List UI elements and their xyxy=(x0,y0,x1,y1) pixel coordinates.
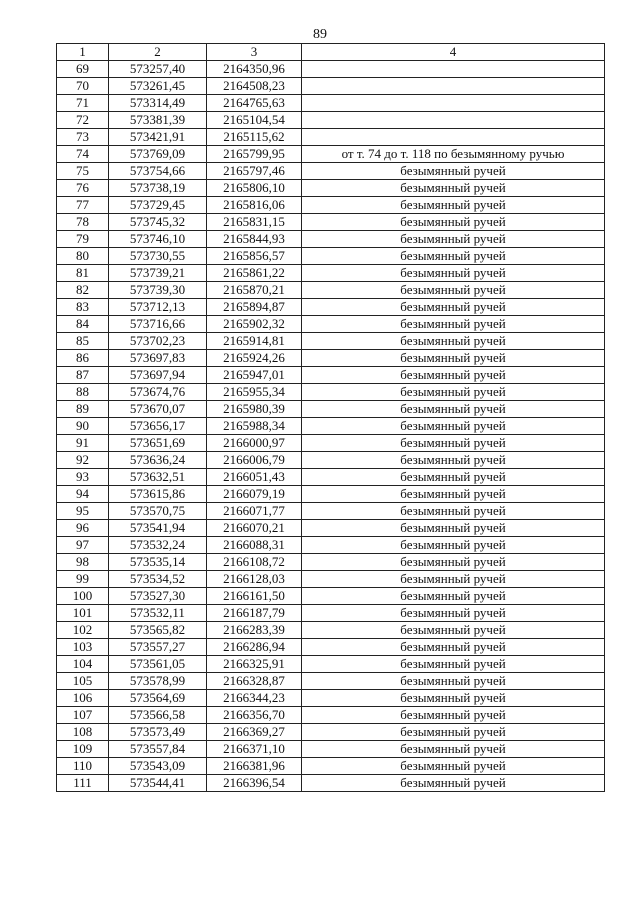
point-number-cell: 81 xyxy=(57,265,109,282)
x-coordinate-cell: 573557,84 xyxy=(109,741,207,758)
x-coordinate-cell: 573739,30 xyxy=(109,282,207,299)
y-coordinate-cell: 2166000,97 xyxy=(207,435,302,452)
x-coordinate-cell: 573527,30 xyxy=(109,588,207,605)
description-cell: безымянный ручей xyxy=(302,520,605,537)
table-row xyxy=(57,146,605,163)
point-number-cell: 104 xyxy=(57,656,109,673)
description-cell: безымянный ручей xyxy=(302,588,605,605)
x-coordinate-cell: 573573,49 xyxy=(109,724,207,741)
point-number-cell: 83 xyxy=(57,299,109,316)
description-cell: безымянный ручей xyxy=(302,333,605,350)
table-row xyxy=(57,367,605,384)
y-coordinate-cell: 2165816,06 xyxy=(207,197,302,214)
point-number-cell: 106 xyxy=(57,690,109,707)
y-coordinate-cell: 2166079,19 xyxy=(207,486,302,503)
point-number-cell: 69 xyxy=(57,61,109,78)
point-number-cell: 82 xyxy=(57,282,109,299)
column-header-number: 1 xyxy=(57,44,109,61)
table-row xyxy=(57,316,605,333)
x-coordinate-cell: 573544,41 xyxy=(109,775,207,792)
description-cell: безымянный ручей xyxy=(302,316,605,333)
description-cell xyxy=(302,78,605,95)
x-coordinate-cell: 573261,45 xyxy=(109,78,207,95)
point-number-cell: 95 xyxy=(57,503,109,520)
point-number-cell: 108 xyxy=(57,724,109,741)
description-cell: безымянный ручей xyxy=(302,265,605,282)
table-row xyxy=(57,741,605,758)
description-cell: безымянный ручей xyxy=(302,163,605,180)
point-number-cell: 105 xyxy=(57,673,109,690)
y-coordinate-cell: 2166371,10 xyxy=(207,741,302,758)
description-cell: безымянный ручей xyxy=(302,401,605,418)
table-row xyxy=(57,469,605,486)
y-coordinate-cell: 2165799,95 xyxy=(207,146,302,163)
table-header-row xyxy=(57,44,605,61)
point-number-cell: 107 xyxy=(57,707,109,724)
table-row xyxy=(57,197,605,214)
point-number-cell: 91 xyxy=(57,435,109,452)
y-coordinate-cell: 2165980,39 xyxy=(207,401,302,418)
description-cell: безымянный ручей xyxy=(302,707,605,724)
table-row xyxy=(57,248,605,265)
x-coordinate-cell: 573670,07 xyxy=(109,401,207,418)
table-row xyxy=(57,690,605,707)
y-coordinate-cell: 2166108,72 xyxy=(207,554,302,571)
x-coordinate-cell: 573570,75 xyxy=(109,503,207,520)
x-coordinate-cell: 573746,10 xyxy=(109,231,207,248)
point-number-cell: 76 xyxy=(57,180,109,197)
table-row xyxy=(57,95,605,112)
point-number-cell: 87 xyxy=(57,367,109,384)
table-row xyxy=(57,452,605,469)
x-coordinate-cell: 573565,82 xyxy=(109,622,207,639)
point-number-cell: 99 xyxy=(57,571,109,588)
description-cell: безымянный ручей xyxy=(302,622,605,639)
table-row xyxy=(57,588,605,605)
y-coordinate-cell: 2166187,79 xyxy=(207,605,302,622)
x-coordinate-cell: 573674,76 xyxy=(109,384,207,401)
point-number-cell: 110 xyxy=(57,758,109,775)
y-coordinate-cell: 2166128,03 xyxy=(207,571,302,588)
y-coordinate-cell: 2165831,15 xyxy=(207,214,302,231)
point-number-cell: 84 xyxy=(57,316,109,333)
description-cell: безымянный ручей xyxy=(302,503,605,520)
point-number-cell: 96 xyxy=(57,520,109,537)
x-coordinate-cell: 573729,45 xyxy=(109,197,207,214)
description-cell: безымянный ручей xyxy=(302,197,605,214)
y-coordinate-cell: 2166161,50 xyxy=(207,588,302,605)
table-row xyxy=(57,622,605,639)
description-cell: безымянный ручей xyxy=(302,554,605,571)
description-cell: безымянный ручей xyxy=(302,656,605,673)
table-row xyxy=(57,265,605,282)
description-cell: безымянный ручей xyxy=(302,639,605,656)
y-coordinate-cell: 2166356,70 xyxy=(207,707,302,724)
y-coordinate-cell: 2166328,87 xyxy=(207,673,302,690)
point-number-cell: 98 xyxy=(57,554,109,571)
point-number-cell: 72 xyxy=(57,112,109,129)
description-cell: безымянный ручей xyxy=(302,282,605,299)
y-coordinate-cell: 2166381,96 xyxy=(207,758,302,775)
description-cell: безымянный ручей xyxy=(302,673,605,690)
table-row xyxy=(57,384,605,401)
table-row xyxy=(57,78,605,95)
point-number-cell: 77 xyxy=(57,197,109,214)
point-number-cell: 103 xyxy=(57,639,109,656)
y-coordinate-cell: 2165844,93 xyxy=(207,231,302,248)
description-cell: безымянный ручей xyxy=(302,469,605,486)
description-cell: безымянный ручей xyxy=(302,418,605,435)
x-coordinate-cell: 573636,24 xyxy=(109,452,207,469)
y-coordinate-cell: 2164508,23 xyxy=(207,78,302,95)
point-number-cell: 89 xyxy=(57,401,109,418)
description-cell: безымянный ручей xyxy=(302,435,605,452)
y-coordinate-cell: 2166071,77 xyxy=(207,503,302,520)
x-coordinate-cell: 573564,69 xyxy=(109,690,207,707)
point-number-cell: 102 xyxy=(57,622,109,639)
y-coordinate-cell: 2166396,54 xyxy=(207,775,302,792)
table-row xyxy=(57,231,605,248)
table-row xyxy=(57,214,605,231)
y-coordinate-cell: 2166283,39 xyxy=(207,622,302,639)
x-coordinate-cell: 573739,21 xyxy=(109,265,207,282)
y-coordinate-cell: 2164765,63 xyxy=(207,95,302,112)
y-coordinate-cell: 2165861,22 xyxy=(207,265,302,282)
x-coordinate-cell: 573566,58 xyxy=(109,707,207,724)
x-coordinate-cell: 573697,94 xyxy=(109,367,207,384)
y-coordinate-cell: 2165870,21 xyxy=(207,282,302,299)
table-row xyxy=(57,418,605,435)
point-number-cell: 97 xyxy=(57,537,109,554)
point-number-cell: 90 xyxy=(57,418,109,435)
table-body xyxy=(57,61,605,792)
table-row xyxy=(57,435,605,452)
y-coordinate-cell: 2165104,54 xyxy=(207,112,302,129)
point-number-cell: 88 xyxy=(57,384,109,401)
y-coordinate-cell: 2164350,96 xyxy=(207,61,302,78)
x-coordinate-cell: 573712,13 xyxy=(109,299,207,316)
x-coordinate-cell: 573615,86 xyxy=(109,486,207,503)
x-coordinate-cell: 573716,66 xyxy=(109,316,207,333)
table-row xyxy=(57,656,605,673)
description-cell: безымянный ручей xyxy=(302,384,605,401)
table-row xyxy=(57,503,605,520)
y-coordinate-cell: 2165914,81 xyxy=(207,333,302,350)
page-number: 89 xyxy=(313,27,327,42)
table-row xyxy=(57,758,605,775)
table-row xyxy=(57,112,605,129)
coordinates-table xyxy=(56,43,605,792)
description-cell: безымянный ручей xyxy=(302,248,605,265)
x-coordinate-cell: 573632,51 xyxy=(109,469,207,486)
x-coordinate-cell: 573578,99 xyxy=(109,673,207,690)
x-coordinate-cell: 573541,94 xyxy=(109,520,207,537)
column-header-description: 4 xyxy=(302,44,605,61)
description-cell: безымянный ручей xyxy=(302,571,605,588)
point-number-cell: 92 xyxy=(57,452,109,469)
table-row xyxy=(57,333,605,350)
x-coordinate-cell: 573730,55 xyxy=(109,248,207,265)
x-coordinate-cell: 573769,09 xyxy=(109,146,207,163)
table-row xyxy=(57,724,605,741)
y-coordinate-cell: 2166088,31 xyxy=(207,537,302,554)
description-cell: безымянный ручей xyxy=(302,452,605,469)
table-row xyxy=(57,129,605,146)
point-number-cell: 73 xyxy=(57,129,109,146)
point-number-cell: 101 xyxy=(57,605,109,622)
description-cell: безымянный ручей xyxy=(302,299,605,316)
y-coordinate-cell: 2165902,32 xyxy=(207,316,302,333)
description-cell: безымянный ручей xyxy=(302,180,605,197)
x-coordinate-cell: 573754,66 xyxy=(109,163,207,180)
description-cell: безымянный ручей xyxy=(302,775,605,792)
point-number-cell: 70 xyxy=(57,78,109,95)
x-coordinate-cell: 573532,11 xyxy=(109,605,207,622)
description-cell: безымянный ручей xyxy=(302,741,605,758)
x-coordinate-cell: 573257,40 xyxy=(109,61,207,78)
x-coordinate-cell: 573738,19 xyxy=(109,180,207,197)
y-coordinate-cell: 2166286,94 xyxy=(207,639,302,656)
point-number-cell: 74 xyxy=(57,146,109,163)
table-row xyxy=(57,571,605,588)
y-coordinate-cell: 2165955,34 xyxy=(207,384,302,401)
x-coordinate-cell: 573534,52 xyxy=(109,571,207,588)
table-row xyxy=(57,605,605,622)
x-coordinate-cell: 573561,05 xyxy=(109,656,207,673)
description-cell: безымянный ручей xyxy=(302,690,605,707)
description-cell: безымянный ручей xyxy=(302,537,605,554)
table-row xyxy=(57,673,605,690)
table-row xyxy=(57,486,605,503)
x-coordinate-cell: 573557,27 xyxy=(109,639,207,656)
point-number-cell: 94 xyxy=(57,486,109,503)
point-number-cell: 109 xyxy=(57,741,109,758)
description-cell xyxy=(302,61,605,78)
table-row xyxy=(57,639,605,656)
point-number-cell: 85 xyxy=(57,333,109,350)
table-row xyxy=(57,282,605,299)
y-coordinate-cell: 2165894,87 xyxy=(207,299,302,316)
table-row xyxy=(57,350,605,367)
point-number-cell: 79 xyxy=(57,231,109,248)
x-coordinate-cell: 573532,24 xyxy=(109,537,207,554)
description-cell: безымянный ручей xyxy=(302,367,605,384)
y-coordinate-cell: 2166006,79 xyxy=(207,452,302,469)
point-number-cell: 111 xyxy=(57,775,109,792)
y-coordinate-cell: 2166344,23 xyxy=(207,690,302,707)
table-row xyxy=(57,61,605,78)
point-number-cell: 78 xyxy=(57,214,109,231)
x-coordinate-cell: 573535,14 xyxy=(109,554,207,571)
y-coordinate-cell: 2165115,62 xyxy=(207,129,302,146)
y-coordinate-cell: 2165856,57 xyxy=(207,248,302,265)
description-cell xyxy=(302,95,605,112)
table-row xyxy=(57,180,605,197)
description-cell: безымянный ручей xyxy=(302,350,605,367)
x-coordinate-cell: 573421,91 xyxy=(109,129,207,146)
description-cell: безымянный ручей xyxy=(302,214,605,231)
y-coordinate-cell: 2166051,43 xyxy=(207,469,302,486)
y-coordinate-cell: 2166325,91 xyxy=(207,656,302,673)
table-row xyxy=(57,401,605,418)
y-coordinate-cell: 2165806,10 xyxy=(207,180,302,197)
description-cell: от т. 74 до т. 118 по безымянному ручью xyxy=(302,146,605,163)
point-number-cell: 71 xyxy=(57,95,109,112)
table-row xyxy=(57,299,605,316)
x-coordinate-cell: 573314,49 xyxy=(109,95,207,112)
column-header-x: 2 xyxy=(109,44,207,61)
y-coordinate-cell: 2166070,21 xyxy=(207,520,302,537)
description-cell: безымянный ручей xyxy=(302,486,605,503)
y-coordinate-cell: 2165947,01 xyxy=(207,367,302,384)
description-cell: безымянный ручей xyxy=(302,758,605,775)
point-number-cell: 75 xyxy=(57,163,109,180)
table-row xyxy=(57,163,605,180)
table-row xyxy=(57,707,605,724)
x-coordinate-cell: 573702,23 xyxy=(109,333,207,350)
x-coordinate-cell: 573656,17 xyxy=(109,418,207,435)
description-cell: безымянный ручей xyxy=(302,605,605,622)
description-cell xyxy=(302,129,605,146)
y-coordinate-cell: 2165924,26 xyxy=(207,350,302,367)
point-number-cell: 80 xyxy=(57,248,109,265)
point-number-cell: 100 xyxy=(57,588,109,605)
column-header-y: 3 xyxy=(207,44,302,61)
x-coordinate-cell: 573543,09 xyxy=(109,758,207,775)
x-coordinate-cell: 573697,83 xyxy=(109,350,207,367)
x-coordinate-cell: 573381,39 xyxy=(109,112,207,129)
table-row xyxy=(57,520,605,537)
description-cell xyxy=(302,112,605,129)
table-row xyxy=(57,537,605,554)
point-number-cell: 86 xyxy=(57,350,109,367)
point-number-cell: 93 xyxy=(57,469,109,486)
table-row xyxy=(57,775,605,792)
description-cell: безымянный ручей xyxy=(302,231,605,248)
y-coordinate-cell: 2166369,27 xyxy=(207,724,302,741)
y-coordinate-cell: 2165988,34 xyxy=(207,418,302,435)
x-coordinate-cell: 573651,69 xyxy=(109,435,207,452)
y-coordinate-cell: 2165797,46 xyxy=(207,163,302,180)
description-cell: безымянный ручей xyxy=(302,724,605,741)
table-row xyxy=(57,554,605,571)
x-coordinate-cell: 573745,32 xyxy=(109,214,207,231)
